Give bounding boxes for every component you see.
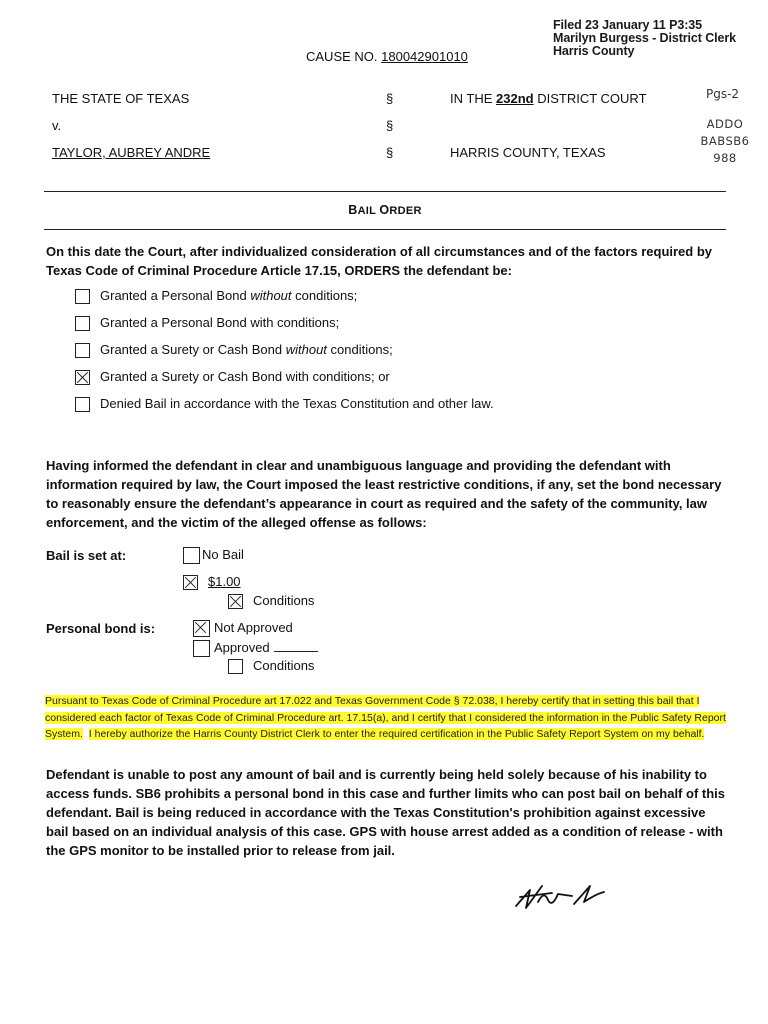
caption-plaintiff: THE STATE OF TEXAS (52, 91, 190, 106)
checkbox[interactable] (228, 659, 243, 674)
option-surety-no-conditions (75, 341, 393, 359)
doc-code: ADDO (706, 117, 744, 131)
option-text: Conditions (253, 593, 315, 608)
caption-county: HARRIS COUNTY, TEXAS (450, 145, 606, 160)
filing-stamp (553, 19, 736, 58)
doc-code: 988 (713, 151, 737, 165)
certification-text: Pursuant to Texas Code of Criminal Procedure art 17.022 and Texas Government Code § 72.038, I hereby certify that in setting this bail that I considered each factor of Texas Code of Criminal Procedure art. 17.15(a), and I certify that I considered the information in the Public Safety Report System. (45, 695, 726, 740)
option-text: Granted a Personal Bond with conditions; (100, 315, 340, 330)
title-rest: AIL (357, 205, 376, 217)
findings-paragraph: Defendant is unable to post any amount of bail and is currently being held solely because of his inability to access funds. SB6 prohibits a personal bond in this case and further limits who can post bail on behalf of this defendant. Bail is being reduced in accordance with the Texas Constitution's prohibition against excessive bail based on an individual analysis of this case. GPS with house arrest added as a condition of release - with the GPS monitor to be installed prior to release from jail. (46, 767, 725, 858)
caption-court (450, 91, 647, 106)
option-text: conditions; (326, 342, 393, 357)
option-personal-no-conditions (75, 287, 357, 305)
blank-line (274, 639, 318, 652)
page-title (44, 203, 726, 217)
personal-bond-conditions (228, 658, 314, 674)
checkbox-checked[interactable] (75, 370, 90, 385)
page-count: Pgs-2 (706, 87, 740, 101)
section-symbol: § (386, 118, 394, 133)
doc-code: BABSB6 (700, 134, 750, 148)
divider (44, 229, 726, 230)
option-text: Granted a Surety or Cash Bond with conditions; or (100, 369, 390, 384)
caption-defendant: TAYLOR, AUBREY ANDRE (52, 145, 211, 160)
document-codes (690, 116, 760, 167)
certification-paragraph (45, 693, 728, 743)
title-initial: B (348, 203, 358, 217)
court-prefix: IN THE (450, 91, 493, 106)
checkbox-checked[interactable] (183, 575, 198, 590)
bail-amount-value: $1.00 (208, 574, 241, 589)
divider (44, 191, 726, 192)
cause-number (306, 49, 468, 64)
checkbox[interactable] (75, 316, 90, 331)
checkbox[interactable] (75, 289, 90, 304)
title-initial: O (379, 203, 390, 217)
option-text: No Bail (202, 547, 244, 562)
court-suffix: DISTRICT COURT (537, 91, 647, 106)
bail-no-bail (183, 547, 244, 564)
checkbox[interactable] (75, 343, 90, 358)
option-text: conditions; (291, 288, 358, 303)
checkbox[interactable] (183, 547, 200, 564)
checkbox-checked[interactable] (193, 620, 210, 637)
option-surety-conditions (75, 368, 390, 386)
option-emphasis: without (250, 288, 292, 303)
checkbox-checked[interactable] (228, 594, 243, 609)
cause-label: CAUSE NO. (306, 49, 378, 64)
bail-label: Bail is set at: (46, 548, 127, 563)
option-text: Approved (214, 640, 270, 655)
option-text: Granted a Surety or Cash Bond (100, 342, 286, 357)
option-text: Denied Bail in accordance with the Texas Constitution and other law. (100, 396, 494, 411)
filing-date: Filed 23 January 11 P3:35 (553, 18, 702, 32)
informed-paragraph: Having informed the defendant in clear and unambiguous language and providing the defendant with information required by law, the Court imposed the least restrictive conditions, if any, set the bond necessary to reasonably ensure the defendant’s appearance in court as required and the safety of the community, law enforcement, and the victim of the alleged offense as follows: (46, 458, 722, 530)
option-denied (75, 395, 494, 413)
option-text: Granted a Personal Bond (100, 288, 251, 303)
caption-versus: v. (52, 118, 62, 133)
option-personal-conditions (75, 314, 339, 332)
personal-bond-approved (193, 639, 318, 657)
title-rest: RDER (389, 205, 422, 217)
cause-value: 180042901010 (381, 49, 468, 64)
section-symbol: § (386, 145, 394, 160)
personal-bond-label: Personal bond is: (46, 621, 156, 636)
court-number: 232nd (496, 91, 534, 106)
filing-county: Harris County (553, 44, 635, 58)
certification-authorization: I hereby authorize the Harris County District Clerk to enter the required certification in the Public Safety Report System on my behalf. (88, 728, 705, 740)
personal-bond-not-approved (193, 620, 293, 637)
filing-clerk: Marilyn Burgess - District Clerk (553, 31, 736, 45)
option-text: Not Approved (214, 620, 293, 635)
judge-signature-icon (512, 880, 612, 914)
bail-amount (183, 574, 292, 590)
order-intro: On this date the Court, after individualized consideration of all circumstances and of the factors required by Texas Code of Criminal Procedure Article 17.15, ORDERS the defendant be: (46, 244, 713, 278)
section-symbol: § (386, 91, 394, 106)
bail-conditions (228, 593, 314, 609)
checkbox[interactable] (75, 397, 90, 412)
checkbox[interactable] (193, 640, 210, 657)
option-text: Conditions (253, 658, 315, 673)
option-emphasis: without (285, 342, 327, 357)
